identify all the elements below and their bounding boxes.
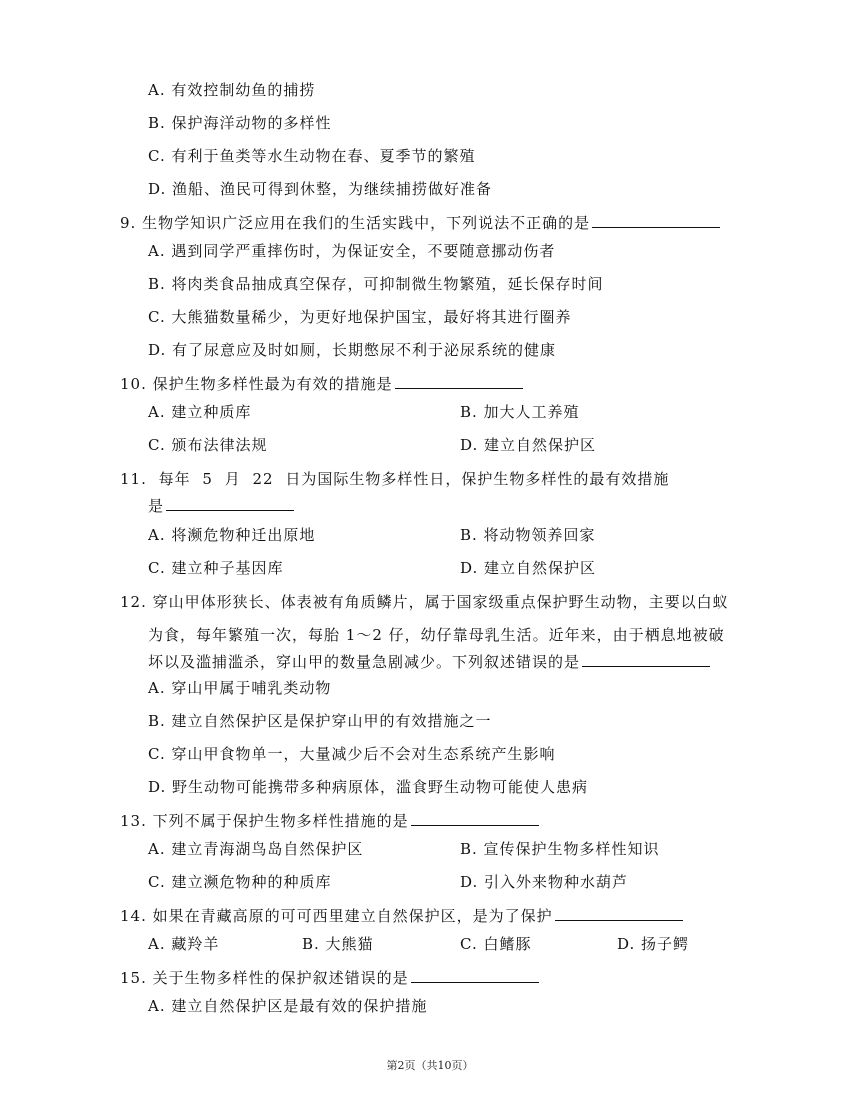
q14-stem-text: 14. 如果在青藏高原的可可西里建立自然保护区，是为了保护	[120, 907, 553, 925]
q9-stem	[120, 212, 720, 234]
q8-option-d: D. 渔船、渔民可得到休整，为继续捕捞做好准备	[148, 180, 493, 198]
q10-option-c: C. 颁布法律法规	[148, 436, 268, 454]
q14-option-a: A. 藏羚羊	[148, 935, 220, 953]
q12-answer-blank	[582, 651, 710, 667]
q10-stem-text: 10. 保护生物多样性最为有效的措施是	[120, 375, 393, 393]
q11-option-a: A. 将濒危物种迁出原地	[148, 526, 316, 544]
q11-answer-blank	[166, 495, 294, 511]
q12-option-a: A. 穿山甲属于哺乳类动物	[148, 679, 332, 697]
q9-answer-blank	[592, 212, 720, 228]
q8-option-c: C. 有利于鱼类等水生动物在春、夏季节的繁殖	[148, 147, 476, 165]
q11-stem-cont	[148, 495, 294, 517]
q12-stem-line-3	[148, 651, 710, 673]
q12-stem-line-3-text: 坏以及滥捕滥杀，穿山甲的数量急剧减少。下列叙述错误的是	[148, 653, 581, 671]
q9-option-d: D. 有了尿意应及时如厕，长期憋尿不利于泌尿系统的健康	[148, 341, 557, 359]
q8-option-b: B. 保护海洋动物的多样性	[148, 114, 332, 132]
page-footer: 第2页（共10页）	[386, 1059, 474, 1072]
q11-option-b: B. 将动物领养回家	[460, 526, 596, 544]
q13-option-b: B. 宣传保护生物多样性知识	[460, 840, 660, 858]
q9-option-c: C. 大熊猫数量稀少，为更好地保护国宝，最好将其进行圈养	[148, 308, 572, 326]
q14-option-b: B. 大熊猫	[302, 935, 374, 953]
q10-option-b: B. 加大人工养殖	[460, 403, 580, 421]
q12-option-d: D. 野生动物可能携带多种病原体，滥食野生动物可能使人患病	[148, 778, 589, 796]
q13-stem-text: 13. 下列不属于保护生物多样性措施的是	[120, 812, 409, 830]
q15-stem	[120, 967, 539, 989]
q13-option-d: D. 引入外来物种水葫芦	[460, 873, 629, 891]
q9-stem-text: 9. 生物学知识广泛应用在我们的生活实践中，下列说法不正确的是	[120, 214, 591, 232]
q11-stem-cont-text: 是	[148, 497, 165, 515]
q14-answer-blank	[555, 905, 683, 921]
q12-stem-line-1: 12. 穿山甲体形狭长、体表被有角质鳞片，属于国家级重点保护野生动物，主要以白蚁	[120, 593, 729, 611]
q15-option-a: A. 建立自然保护区是最有效的保护措施	[148, 997, 428, 1015]
q14-option-c: C. 白鳍豚	[460, 935, 532, 953]
q12-option-c: C. 穿山甲食物单一，大量减少后不会对生态系统产生影响	[148, 745, 556, 763]
q13-stem	[120, 810, 539, 832]
q10-option-d: D. 建立自然保护区	[460, 436, 597, 454]
q13-option-a: A. 建立青海湖鸟岛自然保护区	[148, 840, 364, 858]
q13-option-c: C. 建立濒危物种的种质库	[148, 873, 332, 891]
q11-stem: 11. 每年 5 月 22 日为国际生物多样性日，保护生物多样性的最有效措施	[120, 470, 670, 488]
q8-option-a: A. 有效控制幼鱼的捕捞	[148, 81, 316, 99]
q11-option-c: C. 建立种子基因库	[148, 559, 284, 577]
q10-option-a: A. 建立种质库	[148, 403, 252, 421]
q9-option-a: A. 遇到同学严重摔伤时，为保证安全，不要随意挪动伤者	[148, 242, 556, 260]
q12-stem-line-2: 为食，每年繁殖一次，每胎 1～2 仔，幼仔靠母乳生活。近年来，由于栖息地被破	[148, 626, 725, 644]
q13-answer-blank	[411, 810, 539, 826]
q11-option-d: D. 建立自然保护区	[460, 559, 597, 577]
q14-option-d: D. 扬子鳄	[617, 935, 690, 953]
q15-stem-text: 15. 关于生物多样性的保护叙述错误的是	[120, 969, 409, 987]
q10-stem	[120, 373, 523, 395]
q15-answer-blank	[411, 967, 539, 983]
q14-stem	[120, 905, 683, 927]
q12-option-b: B. 建立自然保护区是保护穿山甲的有效措施之一	[148, 712, 492, 730]
q9-option-b: B. 将肉类食品抽成真空保存，可抑制微生物繁殖，延长保存时间	[148, 275, 604, 293]
q10-answer-blank	[395, 373, 523, 389]
